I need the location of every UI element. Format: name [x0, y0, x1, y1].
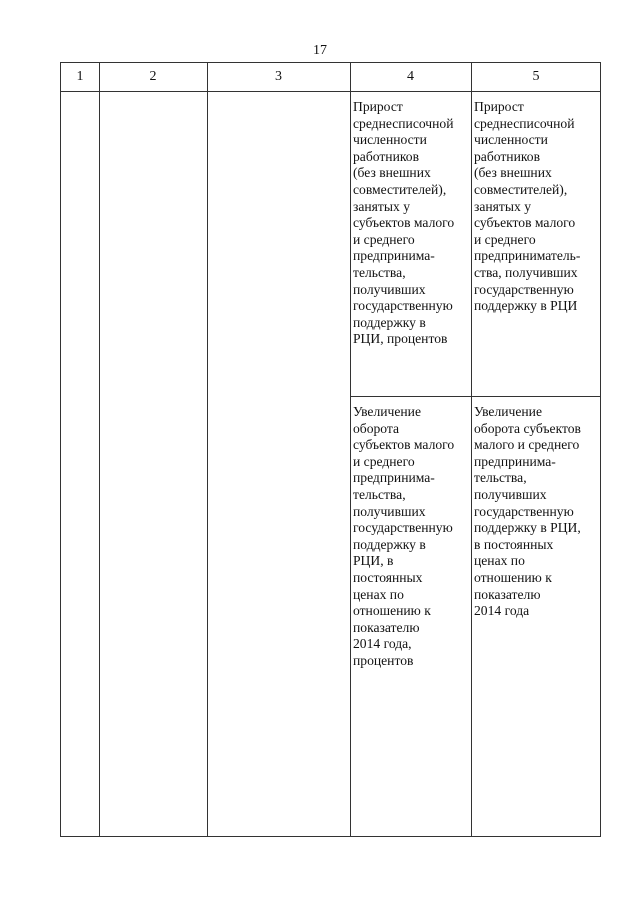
header-col-3: 3 [275, 69, 282, 84]
header-col-2: 2 [149, 69, 157, 84]
page-number: 17 [313, 43, 327, 58]
column-divider [207, 63, 208, 836]
header-col-4: 4 [407, 69, 414, 84]
column-divider [99, 63, 100, 836]
header-divider [61, 91, 600, 92]
row1-col4-text: Прирост среднесписочной численности работников (без внешних совместителей), занятых у субъектов малого и среднего предпринима- тельства, получивших государственную поддержку в РЦИ, процентов [353, 99, 455, 347]
row2-col5-text: Увеличение оборота субъектов малого и среднего предпринима- тельства, получивших государственную поддержку в РЦИ, в постоянных ценах по отношению к показателю 2014 года [474, 404, 581, 619]
indicator-table [60, 62, 601, 837]
row-divider [350, 396, 600, 397]
header-col-1: 1 [76, 69, 84, 84]
header-col-5: 5 [532, 69, 540, 84]
column-divider [350, 63, 351, 836]
column-divider [471, 63, 472, 836]
row1-col5-text: Прирост среднесписочной численности работников (без внешних совместителей), занятых у субъектов малого и среднего предприниматель- ства, получивших государственную поддержку в РЦИ [474, 99, 581, 314]
row2-col4-text: Увеличение оборота субъектов малого и среднего предпринима- тельства, получивших государственную поддержку в РЦИ, в постоянных ценах по отношению к показателю 2014 года, процентов [353, 404, 455, 668]
